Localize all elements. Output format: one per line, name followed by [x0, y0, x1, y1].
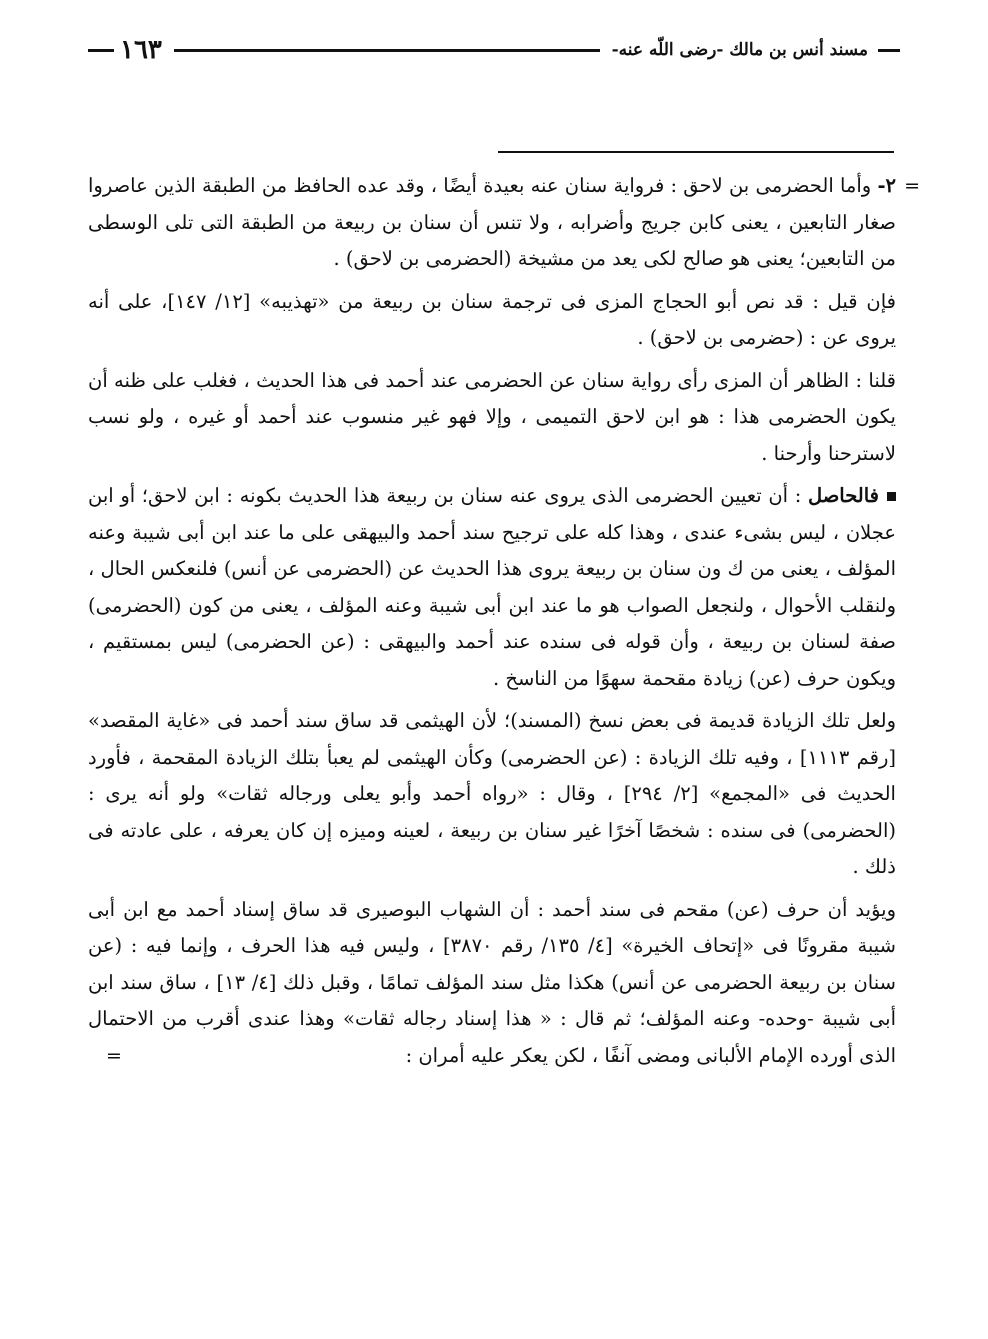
paragraph-4-text: : أن تعيين الحضرمى الذى يروى عنه سنان بن ربيعة هذا الحديث بكونه : ابن لاحق؛ أو ابن عجلان ، ليس بشىء عندى ، وهذا كله على ترجيح سند أحمد والبيهقى على ما عند ابن أبى شيبة وعنه المؤلف ، يعنى من ك ون سنان بن ربيعة يروى هذا الحديث عن (الحضرمى عن أنس) فلنعكس الحال ، ولنقلب الأحوال ، ولنجعل الصواب هو ما عند ابن أبى شيبة وعنه المؤلف ، يعنى من كون (الحضرمى) صفة لسنان بن ربيعة ، وأن قوله فى سنده عند أحمد والبيهقى : (عن الحضرمى) ليس بمستقيم ، ويكون حرف (عن) زيادة مقحمة سهوًا من الناسخ .	[88, 484, 896, 690]
paragraph-1-text: وأما الحضرمى بن لاحق : فرواية سنان عنه بعيدة أيضًا ، وقد عده الحافظ من الطبقة الذين عاصروا صغار التابعين ، يعنى كابن جريج وأضرابه ، ولا تنس أن سنان بن ربيعة من الطبقة التى تلى الوسطى من التابعين؛ يعنى هو صالح لكى يعد من مشيخة (الحضرمى بن لاحق) .	[88, 174, 896, 270]
square-bullet-icon	[887, 492, 896, 501]
paragraph-5: ولعل تلك الزيادة قديمة فى بعض نسخ (المسند)؛ لأن الهيثمى قد ساق سند أحمد فى «غاية المقصد» [رقم ١١١٣] ، وفيه تلك الزيادة : (عن الحضرمى) وكأن الهيثمى لم يعبأ بتلك الزيادة المقحمة ، فأورد الحديث فى «المجمع» [٢/ ٢٩٤] ، وقال : «رواه أحمد وأبو يعلى ورجاله ثقات» ولو أنه يرى : (الحضرمى) فى سنده : شخصًا آخرًا غير سنان بن ربيعة ، لعينه وميزه إن كان يعرفه ، على عادته فى ذلك .	[88, 709, 896, 878]
paragraph-4	[88, 478, 896, 697]
paragraph-3: قلنا : الظاهر أن المزى رأى رواية سنان عن الحضرمى عند أحمد فى هذا الحديث ، فغلب على ظنه أن يكون الحضرمى هذا : هو ابن لاحق التميمى ، وإلا فهو غير منسوب عند أحمد أو غيره ، ولو نسب لاسترحنا وأرحنا .	[88, 368, 896, 465]
footnote-body	[88, 168, 920, 1080]
continuation-mark-end: =	[106, 1044, 122, 1067]
running-title: مسند أنس بن مالك -رضى اللّه عنه-	[611, 40, 868, 60]
paragraph-2: فإن قيل : قد نص أبو الحجاج المزى فى ترجمة سنان بن ربيعة من «تهذيبه» [١٢/ ١٤٧]، على أنه يروى عن : (حضرمى بن لاحق) .	[88, 289, 896, 349]
paragraph-4-lead: فالحاصل	[807, 484, 879, 507]
header-dash-left	[88, 49, 114, 52]
header-rule	[174, 49, 600, 52]
running-header	[88, 28, 900, 72]
paragraph-6-text: ويؤيد أن حرف (عن) مقحم فى سند أحمد : أن الشهاب البوصيرى قد ساق إسناد أحمد مع ابن أبى شيبة مقرونًا فى «إتحاف الخيرة» [٤/ ١٣٥/ رقم ٣٨٧٠] ، وليس فيه هذا الحرف ، وإنما فيه : (عن سنان بن ربيعة الحضرمى عن أنس) هكذا مثل سند المؤلف تمامًا ، وقبل ذلك [٤/ ١٣] ، ساق سند ابن أبى شيبة -وحده- وعنه المؤلف؛ ثم قال : « هذا إسناد رجاله ثقات» وهذا عندى أقرب من الاحتمال الذى أورده الإمام الألبانى ومضى آنفًا ، لكن يعكر عليه أمران :	[88, 897, 897, 1067]
footnote-item-number: ٢-	[877, 174, 897, 197]
continuation-mark-start: =	[904, 175, 920, 197]
page-number: ١٦٣	[120, 35, 162, 65]
paragraph-1	[88, 168, 920, 278]
footnote-separator	[498, 151, 894, 153]
header-dash-right	[878, 49, 900, 52]
paragraph-6	[88, 892, 896, 1075]
